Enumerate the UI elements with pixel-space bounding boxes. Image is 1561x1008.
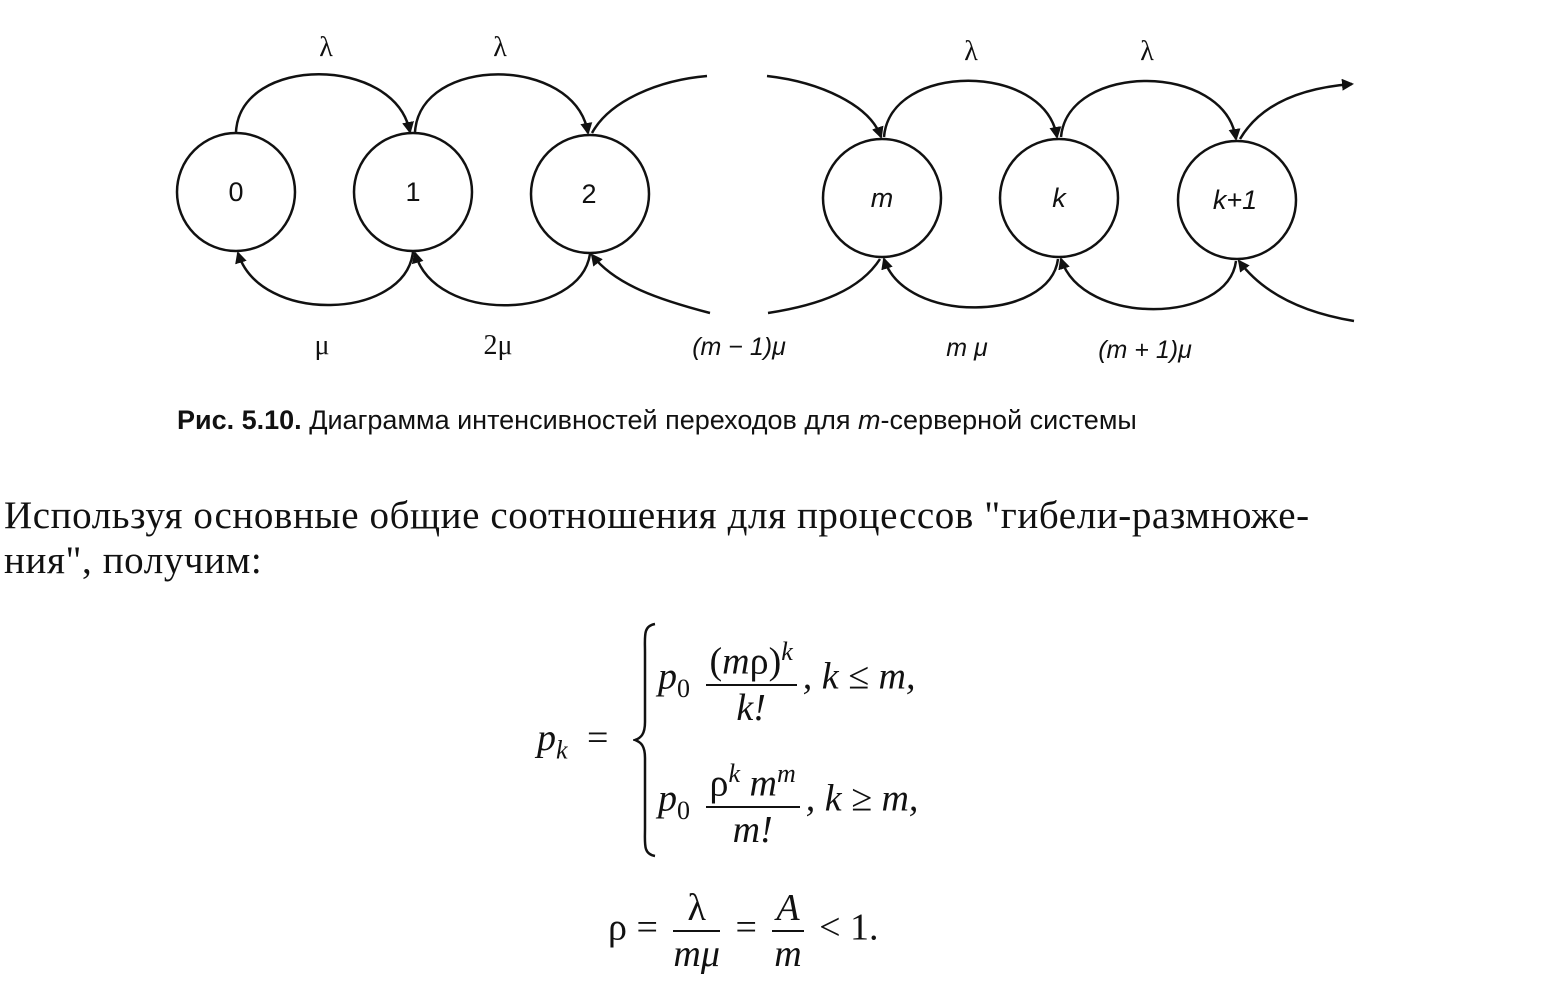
case1-fraction xyxy=(706,630,797,730)
rho-fraction-1-denominator: mμ xyxy=(673,933,720,975)
case2-denominator: m! xyxy=(732,808,773,851)
rho-equals-1: = xyxy=(636,906,658,949)
service-arrow-k1-k xyxy=(1061,259,1236,309)
node-label-k1: k+1 xyxy=(1212,185,1258,215)
node-label-k: k xyxy=(1052,183,1066,213)
service-arrow-1-0 xyxy=(238,252,413,305)
caption-text-end: -серверной системы xyxy=(880,405,1137,435)
lhs-subscript: k xyxy=(556,735,568,765)
arrival-rate-label: λ xyxy=(1140,36,1154,67)
service-arrow-in-k1 xyxy=(1239,261,1354,321)
figure-caption xyxy=(177,405,1137,436)
service-rate-label: (m + 1)μ xyxy=(1098,336,1192,364)
service-arrow-m-out xyxy=(768,259,880,313)
rho-equals-2: = xyxy=(735,906,757,949)
body-paragraph xyxy=(4,493,1544,583)
lhs-equals: = xyxy=(587,717,609,759)
figure-number: Рис. 5.10. xyxy=(177,405,302,435)
paragraph-line-1: Используя основные общие соотношения для процессов "гибели-размноже- xyxy=(4,494,1310,537)
case1-subscript: 0 xyxy=(677,674,690,704)
formula-case-1 xyxy=(658,630,915,730)
arrival-arrow-1-2 xyxy=(415,74,588,133)
caption-text: Диаграмма интенсивностей переходов для xyxy=(301,405,859,435)
formula-case-2 xyxy=(658,752,918,852)
arrival-arrow-m-k xyxy=(884,81,1057,137)
service-rate-label: μ xyxy=(314,330,330,361)
rho-fraction-2-denominator: m xyxy=(774,933,802,975)
rho-inequality: < 1. xyxy=(819,906,879,949)
formula-rho xyxy=(608,886,879,976)
rho-fraction-1-numerator: λ xyxy=(673,886,720,932)
case2-numerator: $\rho^k$ $m^m$ xyxy=(706,752,800,808)
case1-denominator: k! xyxy=(736,686,766,729)
case2-p: p xyxy=(658,777,677,820)
formula-lhs xyxy=(537,716,608,766)
paragraph-line-2: ния", получим: xyxy=(4,539,263,582)
arrival-rate-label: λ xyxy=(493,32,507,63)
rho-symbol: ρ xyxy=(608,906,627,949)
service-rate-label: (m − 1)μ xyxy=(692,333,786,361)
caption-italic: m xyxy=(858,405,881,435)
arrival-rate-label: λ xyxy=(319,32,333,63)
service-arrow-2-1 xyxy=(415,253,590,305)
service-arrow-in-2 xyxy=(592,255,710,313)
case1-p: p xyxy=(658,655,677,698)
lhs-p: p xyxy=(537,717,556,759)
arrival-rate-label: λ xyxy=(964,36,978,67)
case1-condition: , k ≤ m, xyxy=(802,655,916,698)
case2-subscript: 0 xyxy=(677,796,690,826)
node-label-m: m xyxy=(870,183,894,213)
service-rate-label: 2μ xyxy=(483,330,513,361)
rho-fraction-2 xyxy=(772,886,803,976)
node-label-0: 0 xyxy=(228,177,244,207)
arrival-arrow-in-m xyxy=(767,76,881,137)
case1-numerator: $(m\rho)^k$ xyxy=(706,630,797,686)
service-rate-label: m μ xyxy=(946,334,988,362)
case2-condition: , k ≥ m, xyxy=(805,777,919,820)
node-label-1: 1 xyxy=(405,177,421,207)
state-transition-diagram xyxy=(0,0,1561,400)
rho-fraction-1 xyxy=(673,886,720,976)
service-arrow-k-m xyxy=(884,259,1058,307)
node-label-2: 2 xyxy=(581,179,597,209)
rho-fraction-2-numerator: A xyxy=(772,886,803,932)
case2-fraction xyxy=(706,752,800,852)
arrival-arrow-0-1 xyxy=(236,74,410,132)
arrival-arrow-2-out xyxy=(592,76,707,133)
curly-brace xyxy=(633,622,659,858)
arrival-arrow-k-k1 xyxy=(1061,81,1236,139)
arrival-arrow-k1-out xyxy=(1240,84,1352,139)
